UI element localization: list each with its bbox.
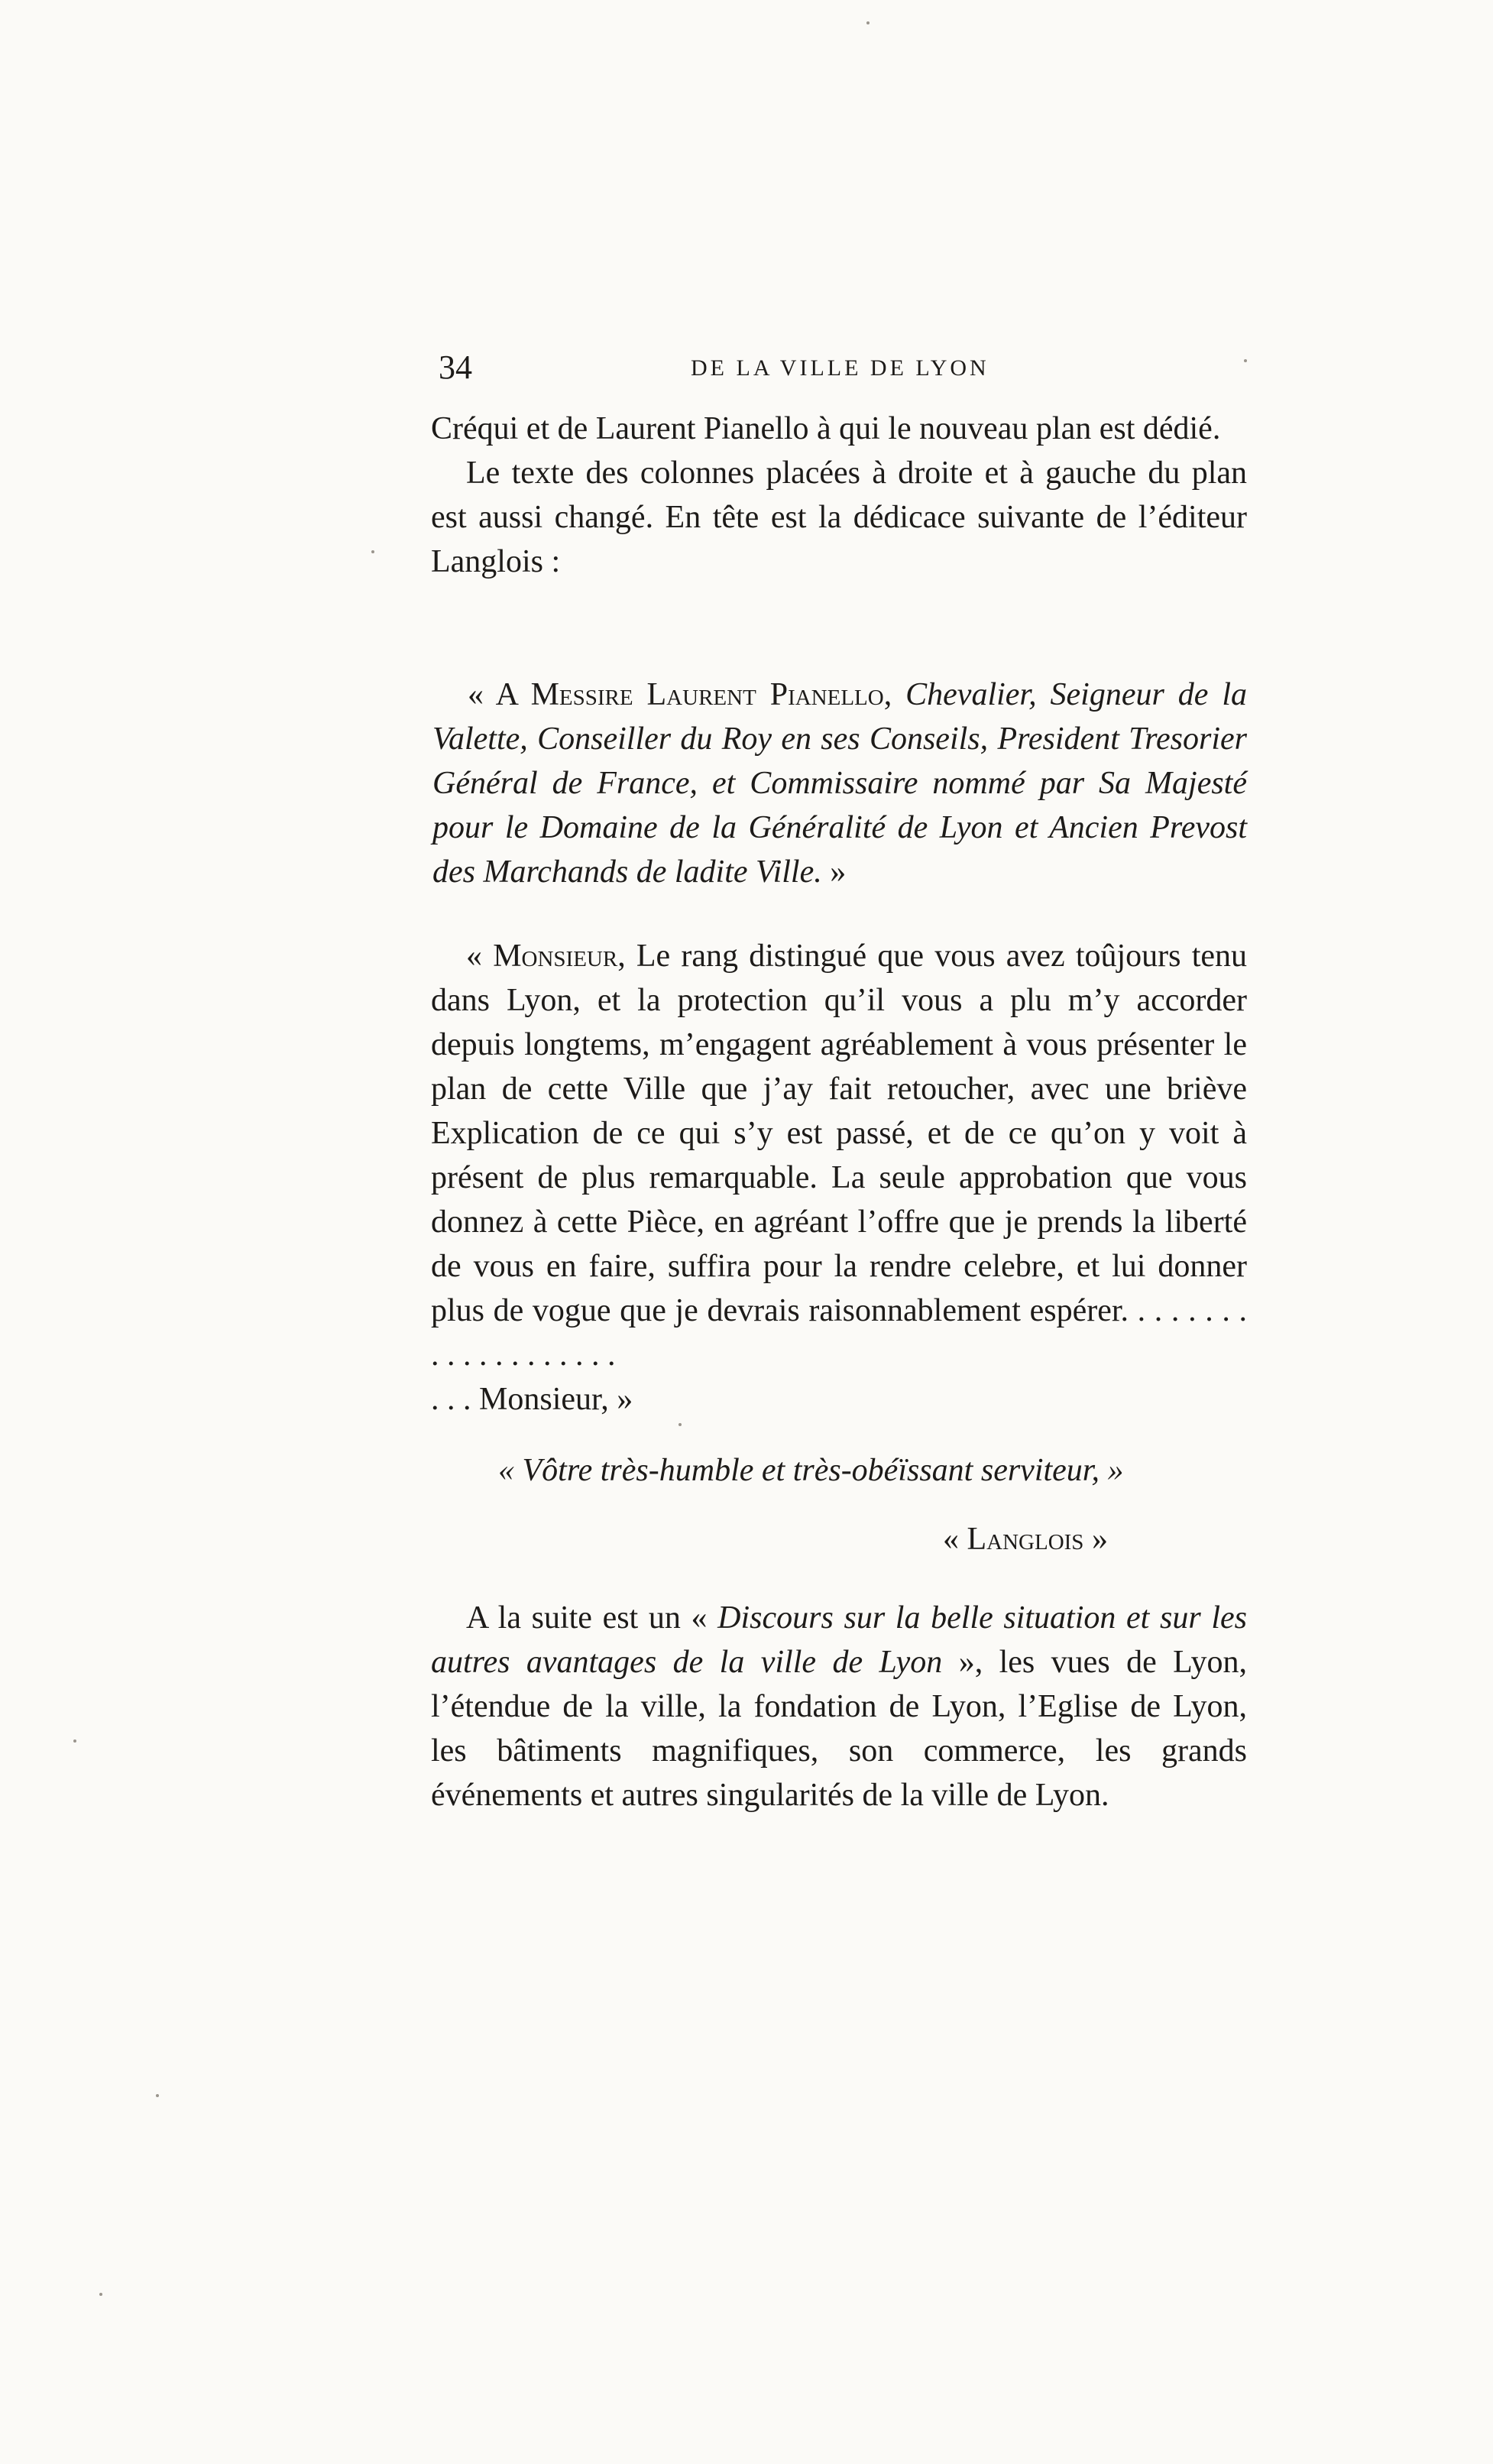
final-paragraph-block xyxy=(431,1596,1247,1817)
paragraph-columns: Le texte des colonnes placées à droite et à gauche du plan est aussi changé. En tête est la dédicace suivante de l’éditeur Langlois : xyxy=(431,456,1247,579)
paper-speck xyxy=(1244,359,1247,362)
letter-body: Le rang distingué que vous avez toûjours tenu dans Lyon, et la protection qu’il vous a plu m’y accorder depuis longtems, m’engagent agréablement à vous présenter le plan de cette Ville que j’ay fait retoucher, avec une briève Explication de ce qui s’y est passé, et de ce qu’on y voit à présent de plus remarquable. La seule approbation que vous donnez à cette Pièce, en agréant l’offre que je prends la liberté de vous en faire, suffira pour la rendre celebre, et lui donner plus de vogue que je devrais raisonnablement espérer. . . . . . . . . . . . . . . . . . . . xyxy=(431,939,1247,1373)
signoff-text: « Vôtre très-humble et très-obéïssant serviteur, » xyxy=(498,1453,1124,1488)
final-intro: A la suite est un « xyxy=(466,1600,718,1636)
letter-signature xyxy=(943,1517,1108,1561)
dedication-block xyxy=(432,673,1247,894)
final-rest: », les vues de Lyon, l’étendue de la ville, la fondation de Lyon, l’Eglise de Lyon, les bâtiments magnifiques, son commerce, les grands événements et autres singularités de la ville de Lyon. xyxy=(431,1645,1247,1813)
dedication-recipient: Messire Laurent Pianello, xyxy=(530,677,892,712)
discourse-title: Discours sur la belle situation et sur les autres avantages de la ville de Lyon xyxy=(431,1600,1247,1680)
paper-speck xyxy=(73,1739,76,1743)
letter-paragraph xyxy=(431,934,1247,1377)
running-head xyxy=(439,348,1248,394)
letter-salutation: Monsieur, xyxy=(493,939,626,974)
running-title: DE LA VILLE DE LYON xyxy=(691,355,989,381)
final-paragraph xyxy=(431,1596,1247,1817)
letter-closing: . . . Monsieur, » xyxy=(431,1382,633,1417)
paper-speck xyxy=(156,2094,159,2097)
letter-signoff xyxy=(498,1448,1124,1493)
paper-speck xyxy=(371,550,374,553)
dedication-text xyxy=(432,673,1247,894)
dedication-open-quote: « A xyxy=(468,677,531,712)
signature-open-quote: « xyxy=(943,1522,967,1557)
signature-close-quote: » xyxy=(1083,1522,1108,1557)
letter-open-quote: « xyxy=(466,939,494,974)
opening-paragraphs xyxy=(431,407,1247,584)
page-number: 34 xyxy=(439,349,472,386)
paper-speck xyxy=(678,1423,682,1426)
paper-speck xyxy=(99,2293,102,2296)
dedication-close-quote: » xyxy=(821,854,847,890)
letter-block xyxy=(431,934,1247,1422)
dedication-titles: Chevalier, Seigneur de la Valette, Conseiller du Roy en ses Conseils, President Tresorier Général de France, et Commissaire nommé par Sa Majesté pour le Domaine de la Généralité de Lyon et Ancien Prevost des Marchands de ladite Ville. xyxy=(432,677,1248,890)
signature-name: Langlois xyxy=(967,1522,1084,1557)
paragraph-continuation: Créqui et de Laurent Pianello à qui le nouveau plan est dédié. xyxy=(431,411,1221,446)
paper-speck xyxy=(866,21,870,24)
